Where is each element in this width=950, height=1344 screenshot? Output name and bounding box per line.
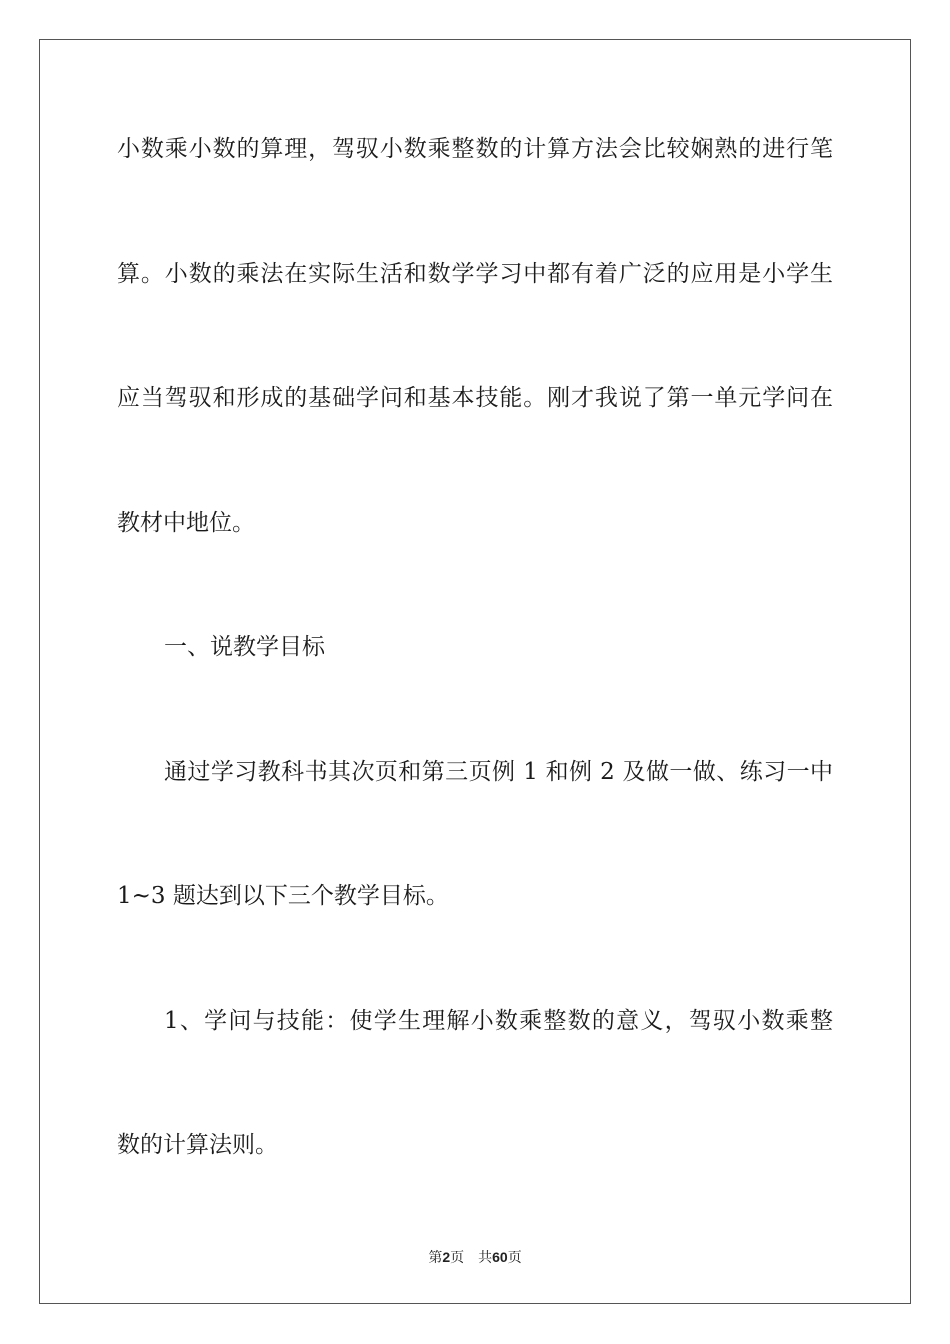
body-text-line-4: 教材中地位。 [117,510,255,536]
body-text-line-3: 应当驾驭和形成的基础学问和基本技能。刚才我说了第一单元学问在 [117,385,833,411]
body-text-line-1: 小数乘小数的算理，驾驭小数乘整数的计算方法会比较娴熟的进行笔 [117,136,833,162]
body-text-line-7: 1~3 题达到以下三个教学目标。 [117,883,449,909]
total-prefix: 共 [478,1250,493,1266]
page-border [39,39,911,1304]
total-pages: 60 [492,1249,508,1265]
total-suffix: 页 [507,1250,522,1266]
body-text-line-6: 通过学习教科书其次页和第三页例 1 和例 2 及做一做、练习一中 [164,759,833,785]
page-prefix: 第 [428,1250,443,1266]
body-text-line-8: 1、学问与技能：使学生理解小数乘整数的意义，驾驭小数乘整 [164,1008,833,1034]
body-text-line-2: 算。小数的乘法在实际生活和数学学习中都有着广泛的应用是小学生 [117,261,833,287]
section-heading: 一、说教学目标 [164,634,325,660]
page-number: 2 [442,1249,451,1265]
page-suffix: 页 [450,1250,465,1266]
body-text-line-9: 数的计算法则。 [117,1132,278,1158]
page-footer [0,1247,950,1268]
